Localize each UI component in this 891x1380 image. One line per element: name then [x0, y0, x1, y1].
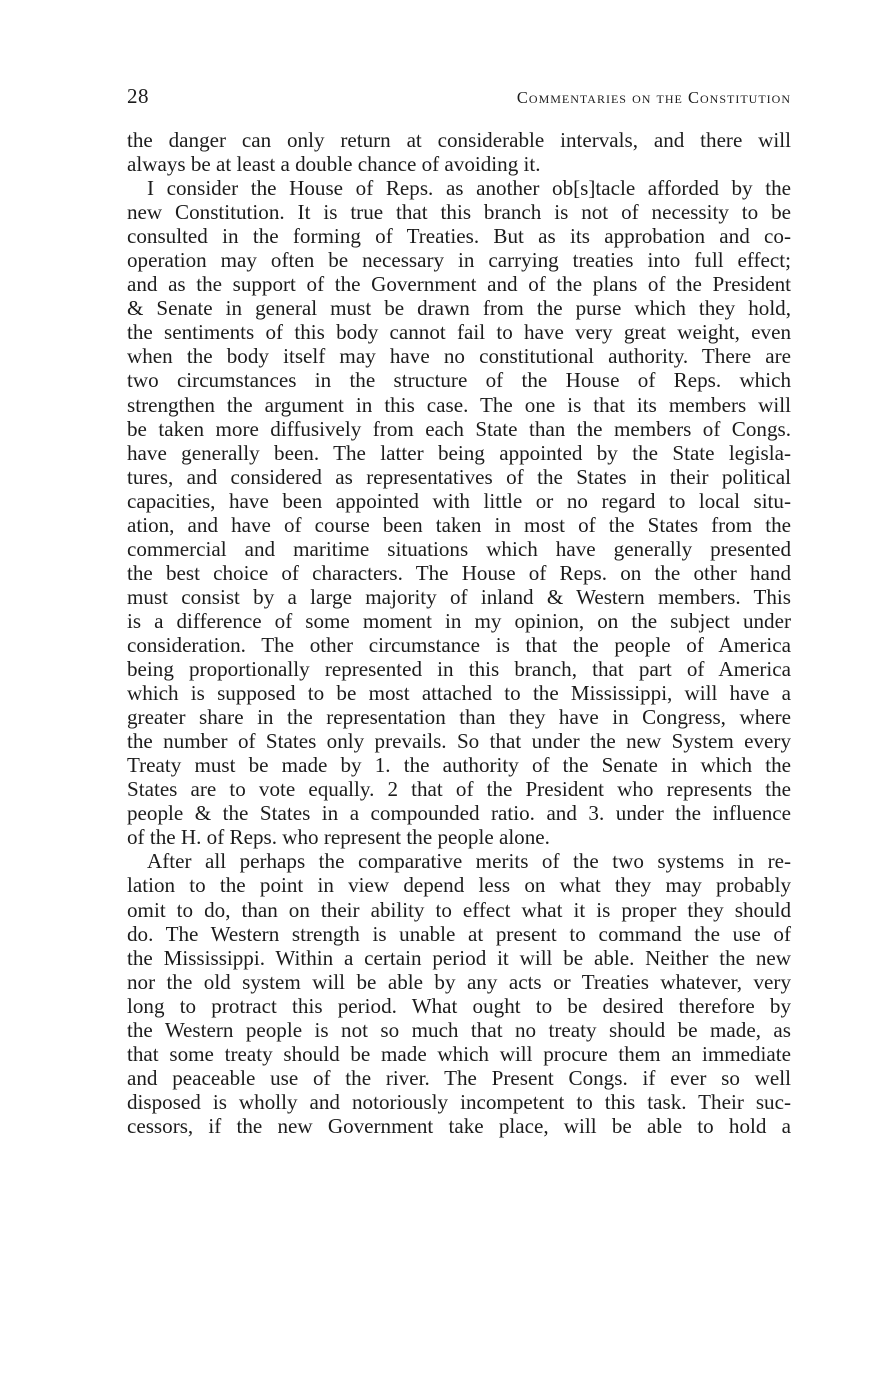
paragraph	[127, 128, 791, 176]
paragraph	[127, 176, 791, 849]
text-line: new Constitution. It is true that this branch is not of necessity to be	[127, 200, 791, 225]
text-line: I consider the House of Reps. as another ob[s]tacle afforded by the	[147, 176, 791, 201]
text-line: capacities, have been appointed with little or no regard to local situ-	[127, 488, 791, 513]
paragraph	[127, 849, 791, 1138]
text-line: tures, and considered as representatives of the States in their political	[127, 464, 791, 489]
page-number: 28	[127, 84, 149, 108]
text-line: the best choice of characters. The House of Reps. on the other hand	[127, 560, 791, 585]
text-line: two circumstances in the structure of the House of Reps. which	[127, 368, 791, 393]
text-line: lation to the point in view depend less on what they may probably	[127, 873, 791, 898]
text-line: consulted in the forming of Treaties. But as its approbation and co-	[127, 224, 791, 249]
running-head	[127, 84, 791, 118]
text-line: & Senate in general must be drawn from the purse which they hold,	[127, 296, 791, 321]
text-line: do. The Western strength is unable at present to command the use of	[127, 921, 791, 946]
text-line: nor the old system will be able by any acts or Treaties whatever, very	[127, 969, 791, 994]
text-line: operation may often be necessary in carrying treaties into full effect;	[127, 248, 791, 273]
text-line: the sentiments of this body cannot fail to have very great weight, even	[127, 320, 791, 345]
text-line: commercial and maritime situations which have generally presented	[127, 536, 791, 561]
text-line: disposed is wholly and notoriously incompetent to this task. Their suc-	[127, 1089, 791, 1114]
text-line: long to protract this period. What ought to be desired therefore by	[127, 993, 791, 1018]
text-line: States are to vote equally. 2 that of the President who represents the	[127, 777, 791, 802]
text-line: always be at least a double chance of avoiding it.	[127, 152, 541, 177]
text-line: people & the States in a compounded ratio. and 3. under the influence	[127, 801, 791, 826]
text-line: must consist by a large majority of inland & Western members. This	[127, 584, 791, 609]
text-line: greater share in the representation than they have in Congress, where	[127, 705, 791, 730]
book-page	[127, 84, 791, 1138]
text-line: and peaceable use of the river. The Present Congs. if ever so well	[127, 1065, 791, 1090]
text-line: is a difference of some moment in my opinion, on the subject under	[127, 608, 791, 633]
running-title: Commentaries on the Constitution	[516, 88, 791, 107]
text-line: the danger can only return at considerable intervals, and there will	[127, 128, 791, 152]
text-line: when the body itself may have no constitutional authority. There are	[127, 344, 791, 369]
text-line: consideration. The other circumstance is that the people of America	[127, 632, 791, 657]
text-line: cessors, if the new Government take place, will be able to hold a	[127, 1113, 791, 1138]
text-line: the Mississippi. Within a certain period it will be able. Neither the new	[127, 945, 791, 970]
text-line: which is supposed to be most attached to the Mississippi, will have a	[127, 681, 791, 706]
text-line: omit to do, than on their ability to effect what it is proper they should	[127, 897, 791, 922]
text-line: After all perhaps the comparative merits of the two systems in re-	[147, 849, 791, 874]
text-line: Treaty must be made by 1. the authority of the Senate in which the	[127, 753, 791, 778]
text-line: strengthen the argument in this case. The one is that its members will	[127, 392, 791, 417]
text-line: ation, and have of course been taken in most of the States from the	[127, 512, 791, 537]
text-line: of the H. of Reps. who represent the people alone.	[127, 825, 550, 850]
text-line: be taken more diffusively from each State than the members of Congs.	[127, 416, 791, 441]
text-line: being proportionally represented in this branch, that part of America	[127, 657, 791, 682]
text-line: that some treaty should be made which will procure them an immediate	[127, 1041, 791, 1066]
text-line: have generally been. The latter being appointed by the State legisla-	[127, 440, 791, 465]
text-line: and as the support of the Government and of the plans of the President	[127, 272, 791, 297]
body-text	[127, 128, 791, 1138]
text-line: the Western people is not so much that no treaty should be made, as	[127, 1017, 791, 1042]
text-line: the number of States only prevails. So that under the new System every	[127, 729, 791, 754]
